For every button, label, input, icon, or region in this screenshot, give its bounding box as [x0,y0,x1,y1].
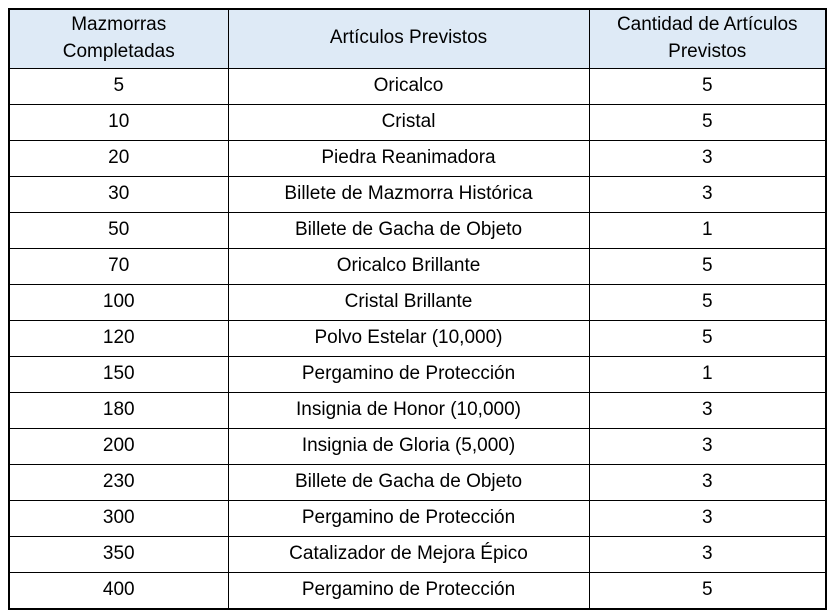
cell-item: Pergamino de Protección [228,356,589,392]
cell-quantity: 1 [589,212,826,248]
cell-dungeons: 300 [9,500,228,536]
cell-quantity: 3 [589,536,826,572]
cell-quantity: 5 [589,248,826,284]
cell-item: Insignia de Honor (10,000) [228,392,589,428]
cell-item: Piedra Reanimadora [228,140,589,176]
cell-item: Oricalco [228,68,589,104]
cell-item: Cristal Brillante [228,284,589,320]
cell-item: Catalizador de Mejora Épico [228,536,589,572]
cell-item: Pergamino de Protección [228,572,589,609]
cell-quantity: 3 [589,392,826,428]
cell-item: Billete de Gacha de Objeto [228,212,589,248]
cell-quantity: 5 [589,68,826,104]
cell-dungeons: 5 [9,68,228,104]
header-expected-items: Artículos Previstos [228,9,589,68]
cell-item: Cristal [228,104,589,140]
header-row [9,9,826,68]
cell-quantity: 3 [589,464,826,500]
table-row [9,104,826,140]
cell-dungeons: 400 [9,572,228,609]
table-row [9,356,826,392]
table-row [9,428,826,464]
table-row [9,464,826,500]
cell-dungeons: 50 [9,212,228,248]
cell-item: Insignia de Gloria (5,000) [228,428,589,464]
cell-item: Billete de Mazmorra Histórica [228,176,589,212]
cell-quantity: 3 [589,500,826,536]
cell-quantity: 5 [589,320,826,356]
cell-dungeons: 150 [9,356,228,392]
table-row [9,320,826,356]
cell-item: Oricalco Brillante [228,248,589,284]
table-body [9,68,826,609]
cell-item: Billete de Gacha de Objeto [228,464,589,500]
cell-dungeons: 10 [9,104,228,140]
table-row [9,536,826,572]
dungeon-rewards-table [8,8,827,610]
cell-dungeons: 30 [9,176,228,212]
table-row [9,572,826,609]
cell-quantity: 3 [589,140,826,176]
table-row [9,392,826,428]
cell-quantity: 5 [589,104,826,140]
cell-quantity: 3 [589,176,826,212]
cell-dungeons: 20 [9,140,228,176]
cell-dungeons: 100 [9,284,228,320]
cell-dungeons: 180 [9,392,228,428]
table-row [9,140,826,176]
cell-dungeons: 120 [9,320,228,356]
cell-dungeons: 70 [9,248,228,284]
cell-dungeons: 200 [9,428,228,464]
cell-quantity: 3 [589,428,826,464]
table-row [9,500,826,536]
table-row [9,68,826,104]
cell-quantity: 1 [589,356,826,392]
table-row [9,176,826,212]
cell-quantity: 5 [589,284,826,320]
cell-dungeons: 350 [9,536,228,572]
table-row [9,284,826,320]
header-expected-quantity: Cantidad de Artículos Previstos [589,9,826,68]
cell-item: Polvo Estelar (10,000) [228,320,589,356]
table-row [9,248,826,284]
cell-quantity: 5 [589,572,826,609]
header-dungeons-completed: Mazmorras Completadas [9,9,228,68]
cell-item: Pergamino de Protección [228,500,589,536]
table-row [9,212,826,248]
cell-dungeons: 230 [9,464,228,500]
